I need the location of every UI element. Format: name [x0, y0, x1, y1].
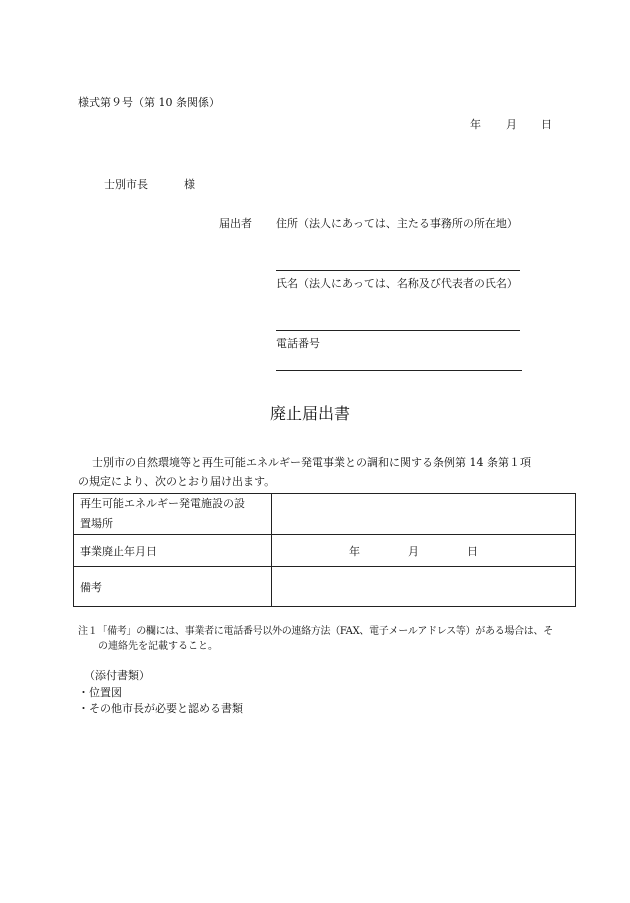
attachment-item: ・位置図 — [78, 686, 122, 699]
abolition-day-label: 日 — [467, 544, 478, 558]
date-month-label: 月 — [506, 118, 517, 131]
abolition-date-value[interactable] — [272, 535, 576, 567]
table-row — [74, 567, 576, 607]
attachments-header: （添付書類） — [84, 669, 150, 682]
date-day-label: 日 — [541, 118, 552, 131]
remarks-value[interactable] — [272, 567, 576, 607]
name-label: 氏名（法人にあっては、名称及び代表者の氏名） — [276, 277, 518, 290]
honorific: 様 — [184, 178, 195, 191]
abolition-year-label: 年 — [349, 544, 360, 558]
note-line-1: 注１「備考」の欄には、事業者に電話番号以外の連絡方法（FAX、電子メールアドレス等）がある場合は、そ — [78, 626, 553, 637]
address-label: 住所（法人にあっては、主たる事務所の所在地） — [276, 217, 518, 230]
address-underline — [276, 270, 520, 271]
form-table — [73, 493, 576, 607]
site-location-label-line2: 置場所 — [80, 517, 113, 530]
applicant-label: 届出者 — [219, 217, 252, 230]
document-title: 廃止届出書 — [270, 404, 351, 423]
remarks-label: 備考 — [74, 567, 272, 607]
phone-underline — [276, 370, 522, 371]
body-line-2: の規定により、次のとおり届け出ます。 — [78, 475, 276, 488]
recipient: 士別市長 — [104, 178, 148, 191]
attachment-item: ・その他市長が必要と認める書類 — [78, 702, 243, 715]
name-underline — [276, 330, 520, 331]
table-row — [74, 494, 576, 535]
body-line-1: 士別市の自然環境等と再生可能エネルギー発電事業との調和に関する条例第 14 条第１項 — [92, 456, 531, 469]
note-line-2: の連絡先を記載すること。 — [98, 641, 218, 652]
abolition-date-label: 事業廃止年月日 — [74, 535, 272, 567]
table-row — [74, 535, 576, 567]
date-year-label: 年 — [470, 118, 481, 131]
phone-label: 電話番号 — [276, 337, 320, 350]
site-location-label-line1: 再生可能エネルギー発電施設の設 — [80, 497, 245, 510]
form-number: 様式第９号（第 10 条関係） — [78, 96, 220, 109]
site-location-value[interactable] — [272, 494, 576, 535]
abolition-month-label: 月 — [408, 544, 419, 558]
site-location-label-cell — [74, 494, 272, 535]
